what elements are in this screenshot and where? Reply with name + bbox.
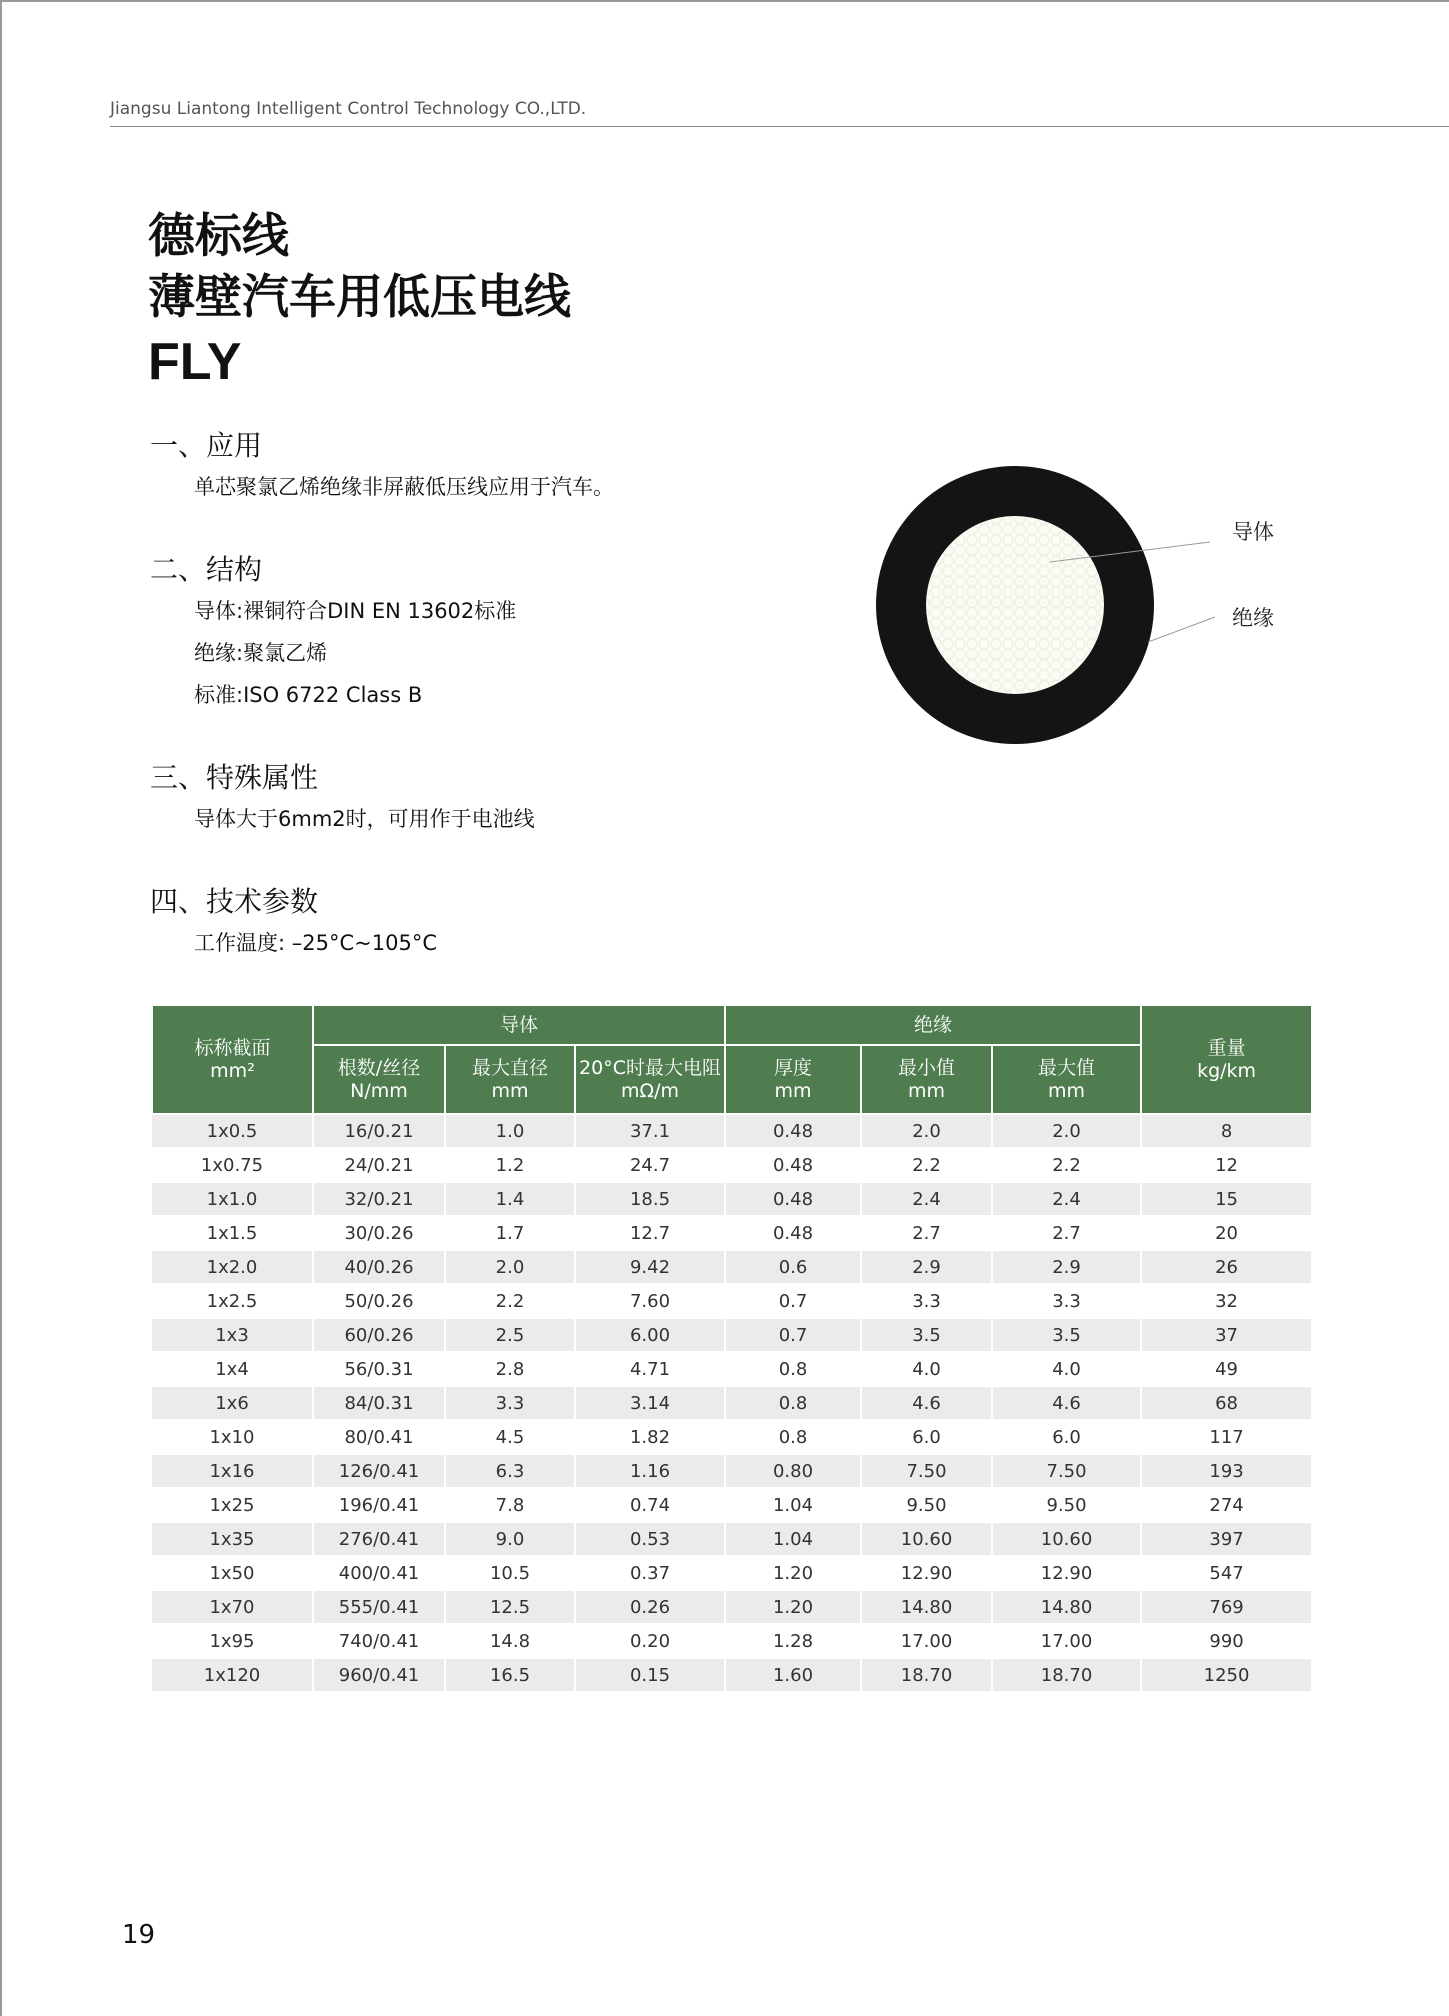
cell-strands: 40/0.26 bbox=[313, 1250, 445, 1284]
cell-strands: 60/0.26 bbox=[313, 1318, 445, 1352]
cell-strands: 30/0.26 bbox=[313, 1216, 445, 1250]
cell-thickness: 0.80 bbox=[725, 1454, 861, 1488]
table-row bbox=[152, 1624, 1312, 1658]
cell-min: 2.2 bbox=[861, 1148, 992, 1182]
cell-max-resistance: 0.37 bbox=[575, 1556, 725, 1590]
page-border-left bbox=[0, 0, 2, 2016]
cell-weight: 68 bbox=[1141, 1386, 1312, 1420]
cell-strands: 960/0.41 bbox=[313, 1658, 445, 1692]
cell-weight: 990 bbox=[1141, 1624, 1312, 1658]
cell-weight: 547 bbox=[1141, 1556, 1312, 1590]
cell-max-resistance: 1.82 bbox=[575, 1420, 725, 1454]
cell-section: 1x16 bbox=[152, 1454, 313, 1488]
table-row bbox=[152, 1454, 1312, 1488]
cell-max: 2.0 bbox=[992, 1114, 1141, 1148]
cell-thickness: 1.04 bbox=[725, 1522, 861, 1556]
cell-max-resistance: 9.42 bbox=[575, 1250, 725, 1284]
cell-thickness: 0.48 bbox=[725, 1148, 861, 1182]
table-row bbox=[152, 1488, 1312, 1522]
table-row bbox=[152, 1250, 1312, 1284]
cell-max-resistance: 18.5 bbox=[575, 1182, 725, 1216]
cell-max-diameter: 2.8 bbox=[445, 1352, 575, 1386]
cell-max: 10.60 bbox=[992, 1522, 1141, 1556]
cell-max: 2.2 bbox=[992, 1148, 1141, 1182]
cell-min: 7.50 bbox=[861, 1454, 992, 1488]
cell-max-resistance: 1.16 bbox=[575, 1454, 725, 1488]
header-max-value: 最大值 mm bbox=[992, 1045, 1141, 1114]
cell-max-diameter: 2.2 bbox=[445, 1284, 575, 1318]
cell-max-diameter: 1.0 bbox=[445, 1114, 575, 1148]
cell-max-diameter: 7.8 bbox=[445, 1488, 575, 1522]
spec-table-body bbox=[152, 1114, 1312, 1692]
cell-thickness: 0.7 bbox=[725, 1318, 861, 1352]
cell-max: 3.3 bbox=[992, 1284, 1141, 1318]
table-row bbox=[152, 1352, 1312, 1386]
cell-section: 1x3 bbox=[152, 1318, 313, 1352]
cell-section: 1x0.75 bbox=[152, 1148, 313, 1182]
cell-max-diameter: 6.3 bbox=[445, 1454, 575, 1488]
header-group-insulation: 绝缘 bbox=[725, 1005, 1141, 1045]
cell-min: 10.60 bbox=[861, 1522, 992, 1556]
cell-max-resistance: 4.71 bbox=[575, 1352, 725, 1386]
header-strands: 根数/丝径 N/mm bbox=[313, 1045, 445, 1114]
cell-max-diameter: 12.5 bbox=[445, 1590, 575, 1624]
table-row bbox=[152, 1522, 1312, 1556]
cell-weight: 26 bbox=[1141, 1250, 1312, 1284]
page-border-top bbox=[0, 0, 1449, 2]
cell-weight: 274 bbox=[1141, 1488, 1312, 1522]
cell-section: 1x10 bbox=[152, 1420, 313, 1454]
cell-weight: 49 bbox=[1141, 1352, 1312, 1386]
header-max-resistance: 20°C时最大电阻 mΩ/m bbox=[575, 1045, 725, 1114]
cell-max-resistance: 6.00 bbox=[575, 1318, 725, 1352]
cell-section: 1x35 bbox=[152, 1522, 313, 1556]
cell-thickness: 1.28 bbox=[725, 1624, 861, 1658]
cell-section: 1x6 bbox=[152, 1386, 313, 1420]
cell-strands: 126/0.41 bbox=[313, 1454, 445, 1488]
cell-max-diameter: 14.8 bbox=[445, 1624, 575, 1658]
label-conductor: 导体 bbox=[1232, 520, 1274, 544]
cell-thickness: 0.8 bbox=[725, 1352, 861, 1386]
cell-weight: 769 bbox=[1141, 1590, 1312, 1624]
cell-strands: 32/0.21 bbox=[313, 1182, 445, 1216]
cell-strands: 555/0.41 bbox=[313, 1590, 445, 1624]
header-thickness: 厚度 mm bbox=[725, 1045, 861, 1114]
cell-max: 7.50 bbox=[992, 1454, 1141, 1488]
structure-item-standard: 标准:ISO 6722 Class B bbox=[194, 683, 423, 707]
cell-max: 12.90 bbox=[992, 1556, 1141, 1590]
header-max-diameter: 最大直径 mm bbox=[445, 1045, 575, 1114]
cell-weight: 1250 bbox=[1141, 1658, 1312, 1692]
cell-max: 3.5 bbox=[992, 1318, 1141, 1352]
insulation-leader-line bbox=[1148, 617, 1215, 642]
cell-max: 2.4 bbox=[992, 1182, 1141, 1216]
cell-section: 1x120 bbox=[152, 1658, 313, 1692]
cell-section: 1x1.0 bbox=[152, 1182, 313, 1216]
cell-weight: 12 bbox=[1141, 1148, 1312, 1182]
table-row bbox=[152, 1284, 1312, 1318]
cell-strands: 24/0.21 bbox=[313, 1148, 445, 1182]
cell-section: 1x95 bbox=[152, 1624, 313, 1658]
page-number: 19 bbox=[122, 1920, 156, 1950]
table-row bbox=[152, 1658, 1312, 1692]
cell-min: 12.90 bbox=[861, 1556, 992, 1590]
cell-min: 6.0 bbox=[861, 1420, 992, 1454]
cell-max-diameter: 4.5 bbox=[445, 1420, 575, 1454]
section-parameters-text: 工作温度: –25°C~105°C bbox=[194, 931, 437, 955]
header-weight: 重量 kg/km bbox=[1141, 1005, 1312, 1114]
cell-thickness: 1.04 bbox=[725, 1488, 861, 1522]
cell-max: 6.0 bbox=[992, 1420, 1141, 1454]
cell-thickness: 1.20 bbox=[725, 1590, 861, 1624]
section-properties-text: 导体大于6mm2时，可用作于电池线 bbox=[194, 807, 535, 831]
cell-weight: 8 bbox=[1141, 1114, 1312, 1148]
cell-min: 18.70 bbox=[861, 1658, 992, 1692]
cell-section: 1x50 bbox=[152, 1556, 313, 1590]
cell-max-diameter: 3.3 bbox=[445, 1386, 575, 1420]
cell-max-resistance: 0.20 bbox=[575, 1624, 725, 1658]
cell-thickness: 1.20 bbox=[725, 1556, 861, 1590]
cell-thickness: 0.7 bbox=[725, 1284, 861, 1318]
cell-section: 1x2.5 bbox=[152, 1284, 313, 1318]
table-row bbox=[152, 1386, 1312, 1420]
cell-section: 1x0.5 bbox=[152, 1114, 313, 1148]
cell-max: 9.50 bbox=[992, 1488, 1141, 1522]
cell-min: 17.00 bbox=[861, 1624, 992, 1658]
cell-strands: 50/0.26 bbox=[313, 1284, 445, 1318]
cell-max-diameter: 1.2 bbox=[445, 1148, 575, 1182]
section-structure-heading: 二、结构 bbox=[150, 553, 263, 586]
header-rule bbox=[110, 126, 1449, 127]
cable-cross-section-diagram bbox=[870, 462, 1290, 752]
cell-strands: 400/0.41 bbox=[313, 1556, 445, 1590]
cell-thickness: 0.48 bbox=[725, 1216, 861, 1250]
cell-thickness: 0.6 bbox=[725, 1250, 861, 1284]
table-row bbox=[152, 1556, 1312, 1590]
cell-min: 4.0 bbox=[861, 1352, 992, 1386]
section-application-heading: 一、应用 bbox=[150, 429, 263, 462]
table-row bbox=[152, 1114, 1312, 1148]
cell-weight: 15 bbox=[1141, 1182, 1312, 1216]
cell-max: 17.00 bbox=[992, 1624, 1141, 1658]
cell-weight: 117 bbox=[1141, 1420, 1312, 1454]
cell-min: 2.0 bbox=[861, 1114, 992, 1148]
cell-max-resistance: 37.1 bbox=[575, 1114, 725, 1148]
cell-section: 1x2.0 bbox=[152, 1250, 313, 1284]
header-min-value: 最小值 mm bbox=[861, 1045, 992, 1114]
cell-strands: 56/0.31 bbox=[313, 1352, 445, 1386]
cell-thickness: 1.60 bbox=[725, 1658, 861, 1692]
table-row bbox=[152, 1148, 1312, 1182]
cell-max-diameter: 2.0 bbox=[445, 1250, 575, 1284]
cell-min: 2.9 bbox=[861, 1250, 992, 1284]
cell-section: 1x25 bbox=[152, 1488, 313, 1522]
table-row bbox=[152, 1420, 1312, 1454]
cell-weight: 193 bbox=[1141, 1454, 1312, 1488]
cell-section: 1x4 bbox=[152, 1352, 313, 1386]
cell-min: 4.6 bbox=[861, 1386, 992, 1420]
cell-max-resistance: 7.60 bbox=[575, 1284, 725, 1318]
cell-max-diameter: 9.0 bbox=[445, 1522, 575, 1556]
cell-max-resistance: 0.15 bbox=[575, 1658, 725, 1692]
cell-max: 4.0 bbox=[992, 1352, 1141, 1386]
cell-weight: 397 bbox=[1141, 1522, 1312, 1556]
cell-thickness: 0.48 bbox=[725, 1182, 861, 1216]
cell-thickness: 0.48 bbox=[725, 1114, 861, 1148]
header-group-conductor: 导体 bbox=[313, 1005, 725, 1045]
cell-weight: 32 bbox=[1141, 1284, 1312, 1318]
cell-strands: 276/0.41 bbox=[313, 1522, 445, 1556]
cell-max: 18.70 bbox=[992, 1658, 1141, 1692]
cell-strands: 740/0.41 bbox=[313, 1624, 445, 1658]
section-properties-heading: 三、特殊属性 bbox=[150, 761, 319, 794]
title-line-1: 德标线 bbox=[148, 209, 289, 264]
cell-max-diameter: 10.5 bbox=[445, 1556, 575, 1590]
cell-max-resistance: 0.74 bbox=[575, 1488, 725, 1522]
cell-strands: 16/0.21 bbox=[313, 1114, 445, 1148]
cell-thickness: 0.8 bbox=[725, 1420, 861, 1454]
cell-section: 1x70 bbox=[152, 1590, 313, 1624]
cell-strands: 84/0.31 bbox=[313, 1386, 445, 1420]
cell-max: 2.7 bbox=[992, 1216, 1141, 1250]
cell-max: 14.80 bbox=[992, 1590, 1141, 1624]
title-line-2: 薄壁汽车用低压电线 bbox=[148, 270, 571, 325]
structure-item-insulation: 绝缘:聚氯乙烯 bbox=[194, 641, 328, 665]
cell-strands: 80/0.41 bbox=[313, 1420, 445, 1454]
cell-max-diameter: 16.5 bbox=[445, 1658, 575, 1692]
table-row bbox=[152, 1590, 1312, 1624]
cell-min: 3.5 bbox=[861, 1318, 992, 1352]
cell-weight: 20 bbox=[1141, 1216, 1312, 1250]
cell-max-diameter: 1.4 bbox=[445, 1182, 575, 1216]
title-line-3: FLY bbox=[148, 333, 242, 391]
cell-section: 1x1.5 bbox=[152, 1216, 313, 1250]
cell-max: 4.6 bbox=[992, 1386, 1141, 1420]
table-row bbox=[152, 1182, 1312, 1216]
cell-min: 3.3 bbox=[861, 1284, 992, 1318]
cell-max-diameter: 2.5 bbox=[445, 1318, 575, 1352]
cell-min: 2.7 bbox=[861, 1216, 992, 1250]
table-row bbox=[152, 1216, 1312, 1250]
cell-max: 2.9 bbox=[992, 1250, 1141, 1284]
cable-cross-section-svg bbox=[870, 462, 1290, 752]
company-name: Jiangsu Liantong Intelligent Control Technology CO.,LTD. bbox=[110, 99, 587, 119]
cell-min: 14.80 bbox=[861, 1590, 992, 1624]
header-section: 标称截面 mm² bbox=[152, 1005, 313, 1114]
cell-max-resistance: 0.26 bbox=[575, 1590, 725, 1624]
section-parameters-heading: 四、技术参数 bbox=[150, 885, 319, 918]
label-insulation: 绝缘 bbox=[1232, 606, 1274, 630]
cell-thickness: 0.8 bbox=[725, 1386, 861, 1420]
cell-strands: 196/0.41 bbox=[313, 1488, 445, 1522]
cell-max-resistance: 3.14 bbox=[575, 1386, 725, 1420]
cell-min: 2.4 bbox=[861, 1182, 992, 1216]
cell-max-diameter: 1.7 bbox=[445, 1216, 575, 1250]
section-application-text: 单芯聚氯乙烯绝缘非屏蔽低压线应用于汽车。 bbox=[194, 475, 614, 499]
table-row bbox=[152, 1318, 1312, 1352]
structure-item-conductor: 导体:裸铜符合DIN EN 13602标准 bbox=[194, 599, 517, 623]
spec-table bbox=[151, 1004, 1313, 1693]
cell-max-resistance: 24.7 bbox=[575, 1148, 725, 1182]
cell-max-resistance: 12.7 bbox=[575, 1216, 725, 1250]
cell-weight: 37 bbox=[1141, 1318, 1312, 1352]
cell-min: 9.50 bbox=[861, 1488, 992, 1522]
cell-max-resistance: 0.53 bbox=[575, 1522, 725, 1556]
